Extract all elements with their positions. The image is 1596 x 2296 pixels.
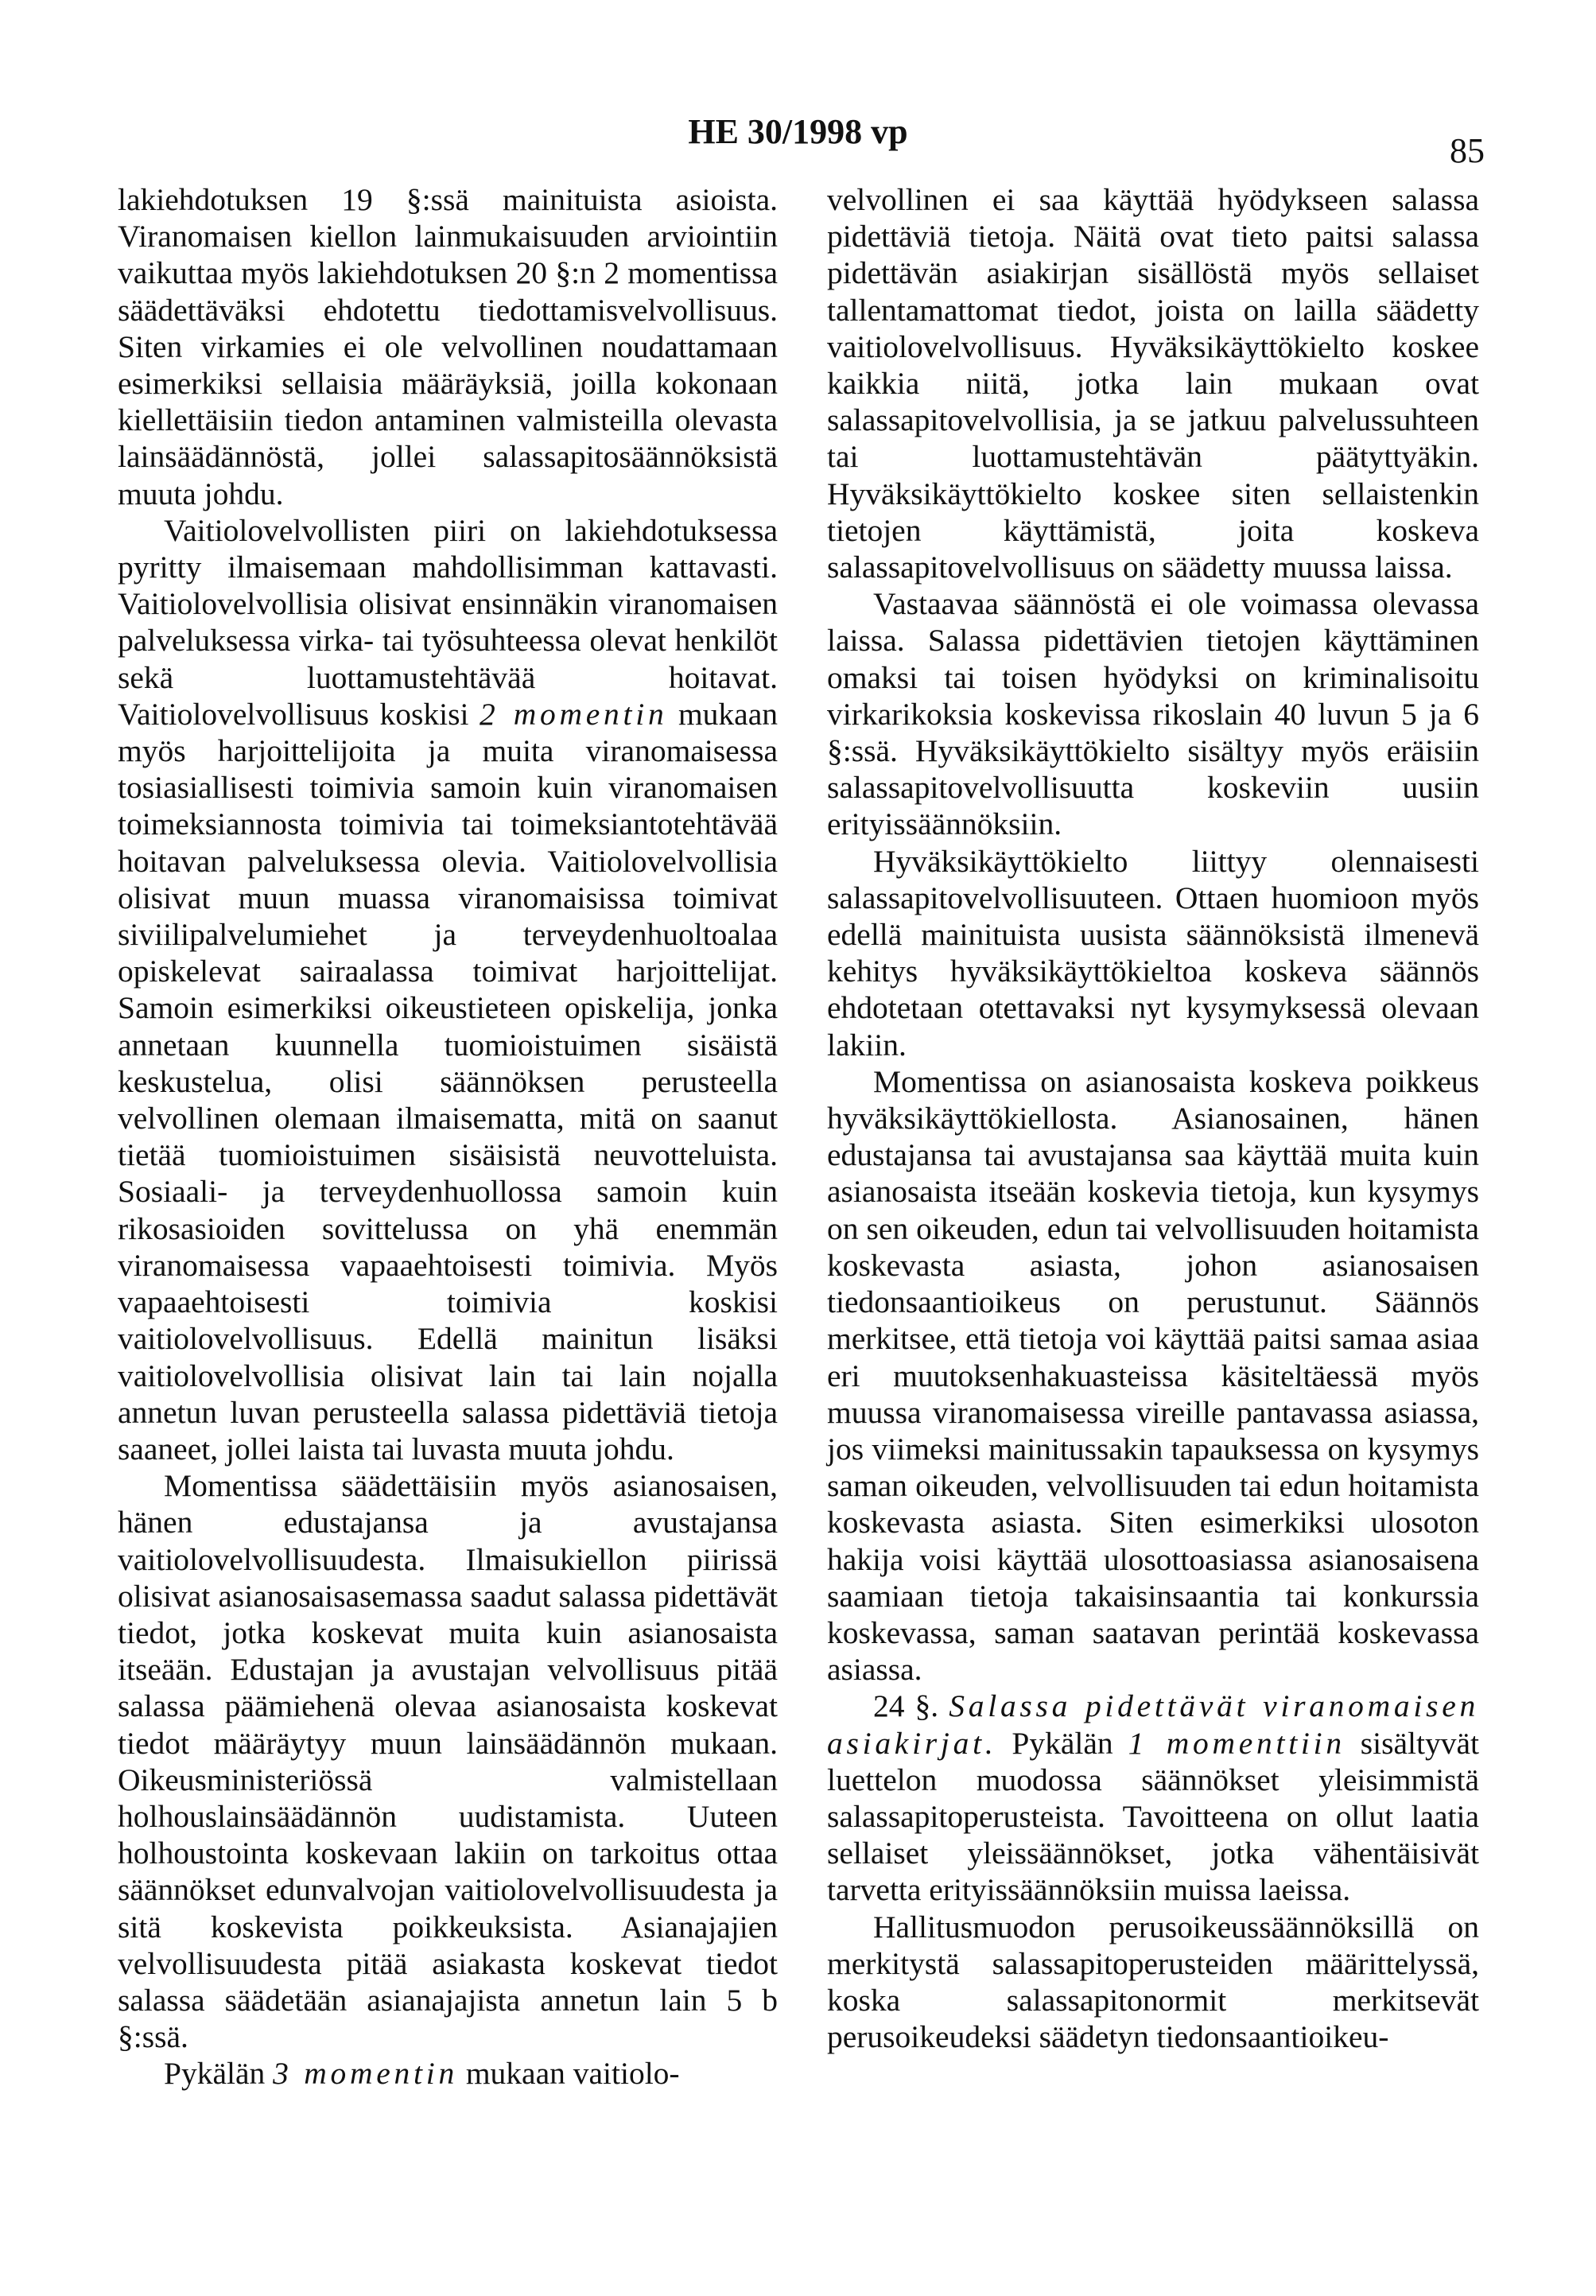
paragraph <box>118 512 778 1467</box>
left-column <box>118 181 778 2092</box>
section-number: 24 §. <box>873 1688 939 1724</box>
text-run: Pykälän <box>164 2056 266 2092</box>
paragraph <box>118 2055 778 2092</box>
paragraph: lakiehdotuksen 19 §:ssä mainituista asioista. Viranomaisen kiellon lainmukaisuuden arviointiin vaikuttaa myös lakiehdotuksen 20 §:n 2 momentissa säädettäväksi ehdotettu tiedottamisvelvollisuus. Siten virkamies ei ole velvollinen noudattamaan esimerkiksi sellaisia määräyksiä, joilla kokonaan kiellettäisiin tiedon antaminen valmisteilla olevasta lainsäädännöstä, jollei salassapitosäännöksistä muuta johdu. <box>118 182 778 511</box>
text-run: Pykälän <box>1012 1725 1113 1761</box>
paragraph: Hyväksikäyttökielto liittyy olennaisesti salassapitovelvollisuuteen. Ottaen huomioon myös edellä mainituista uusista säännöksistä ilmenevä kehitys hyväksikäyttökieltoa koskeva säännös ehdotetaan otettavaksi nyt kysymyksessä olevaan lakiin. <box>827 843 1479 1063</box>
emphasis: 3 momentin <box>273 2056 458 2092</box>
emphasis: 1 momenttiin <box>1128 1725 1346 1761</box>
paragraph: Momentissa on asianosaista koskeva poikkeus hyväksikäyttökiellosta. Asianosainen, hänen edustajansa tai avustajansa saa käyttää muita kuin asianosaista itseään koskevia tietoja, kun kysymys on sen oikeuden, edun tai velvollisuuden hoitamista koskevasta asiasta, johon asianosaisen tiedonsaantioikeus on perustunut. Säännös merkitsee, että tietoja voi käyttää paitsi samaa asiaa eri muutoksenhakuasteissa käsiteltäessä myös muussa viranomaisessa vireille pantavassa asiassa, jos viimeksi mainitussakin tapauksessa on kysymys saman oikeuden, velvollisuuden tai edun hoitamista koskevasta asiasta. Siten esimerkiksi ulosoton hakija voisi käyttää ulosottoasiassa asianosaisena saamiaan tietoja takaisinsaantia tai konkurssia koskevassa, saman saatavan perintää koskevassa asiassa. <box>827 1063 1479 1688</box>
section-heading: Salassa pidettävät viranomaisen asiakirjat. <box>827 1688 1480 1761</box>
right-column <box>827 181 1479 2055</box>
emphasis: 2 momentin <box>479 696 668 732</box>
page-number: 85 <box>1450 131 1485 170</box>
document-title: HE 30/1998 vp <box>688 112 908 151</box>
text-run: mukaan vaitiolo- <box>465 2056 680 2092</box>
text-run: mukaan myös harjoittelijoita ja muita viranomaisessa tosiasiallisesti toimivia samoin kuin viranomaisen toimeksiannosta toimivia tai toimeksiantotehtävää hoitavan palveluksessa olevia. Vaitiolovelvollisia olisivat muun muassa viranomaisissa toimivat siviilipalvelumiehet ja terveydenhuoltoalaa opiskelevat sairaalassa toimivat harjoittelijat. Samoin esimerkiksi oikeustieteen opiskelija, jonka annetaan kuunnella tuomioistuimen sisäistä keskustelua, olisi säännöksen perusteella velvollinen olemaan ilmaisematta, mitä on saanut tietää tuomioistuimen sisäisistä neuvotteluista. Sosiaali- ja terveydenhuollossa samoin kuin rikosasioiden sovittelussa on yhä enemmän viranomaisessa vapaaehtoisesti toimivia. Myös vapaaehtoisesti toimivia koskisi vaitiolovelvollisuus. Edellä mainitun lisäksi vaitiolovelvollisia olisivat lain tai lain nojalla annetun luvan perusteella salassa pidettäviä tietoja saaneet, jollei laista tai luvasta muuta johdu. <box>118 696 778 1467</box>
paragraph: velvollinen ei saa käyttää hyödykseen salassa pidettäviä tietoja. Näitä ovat tieto paitsi salassa pidettävän asiakirjan sisällöstä myös sellaiset tallentamattomat tiedot, joista on lailla säädetty vaitiolovelvollisuus. Hyväksikäyttökielto koskee kaikkia niitä, jotka lain mukaan ovat salassapitovelvollisia, ja se jatkuu palvelussuhteen tai luottamustehtävän päätyttyäkin. Hyväksikäyttökielto koskee siten sellaistenkin tietojen käyttämistä, joita koskeva salassapitovelvollisuus on säädetty muussa laissa. <box>827 182 1479 585</box>
paragraph: Vastaavaa säännöstä ei ole voimassa olevassa laissa. Salassa pidettävien tietojen käyttäminen omaksi tai toisen hyödyksi on kriminalisoitu virkarikoksia koskevissa rikoslain 40 luvun 5 ja 6 §:ssä. Hyväksikäyttökielto sisältyy myös eräisiin salassapitovelvollisuutta koskeviin uusiin erityissäännöksiin. <box>827 586 1479 842</box>
page-header <box>0 111 1596 170</box>
paragraph: Momentissa säädettäisiin myös asianosaisen, hänen edustajansa ja avustajansa vaitiolovelvollisuudesta. Ilmaisukiellon piirissä olisivat asianosaisasemassa saadut salassa pidettävät tiedot, jotka koskevat muita kuin asianosaista itseään. Edustajan ja avustajan velvollisuus pitää salassa päämiehenä olevaa asianosaista koskevat tiedot määräytyy muun lainsäädännön mukaan. Oikeusministeriössä valmistellaan holhouslainsäädännön uudistamista. Uuteen holhoustointa koskevaan lakiin on tarkoitus ottaa säännökset edunvalvojan vaitiolovelvollisuudesta ja sitä koskevista poikkeuksista. Asianajajien velvollisuudesta pitää asiakasta koskevat tiedot salassa säädetään asianajajista annetun lain 5 b §:ssä. <box>118 1468 778 2055</box>
text-run: Vaitiolovelvollisten piiri on lakiehdotuksessa pyritty ilmaisemaan mahdollisimman kattavasti. Vaitiolovelvollisia olisivat ensinnäkin viranomaisen palveluksessa virka- tai työsuhteessa olevat henkilöt sekä luottamustehtävää hoitavat. Vaitiolovelvollisuus koskisi <box>118 512 778 732</box>
paragraph: Hallitusmuodon perusoikeussäännöksillä on merkitystä salassapitoperusteiden määrittelyssä, koska salassapitonormit merkitsevät perusoikeudeksi säädetyn tiedonsaantioikeu- <box>827 1909 1479 2055</box>
text-run: sisältyvät luettelon muodossa säännökset yleisimmistä salassapitoperusteista. Tavoitteena on ollut laatia sellaiset yleissäännökset, jotka vähentäisivät tarvetta erityissäännöksiin muissa laeissa. <box>827 1725 1479 1908</box>
section-paragraph <box>827 1688 1479 1908</box>
